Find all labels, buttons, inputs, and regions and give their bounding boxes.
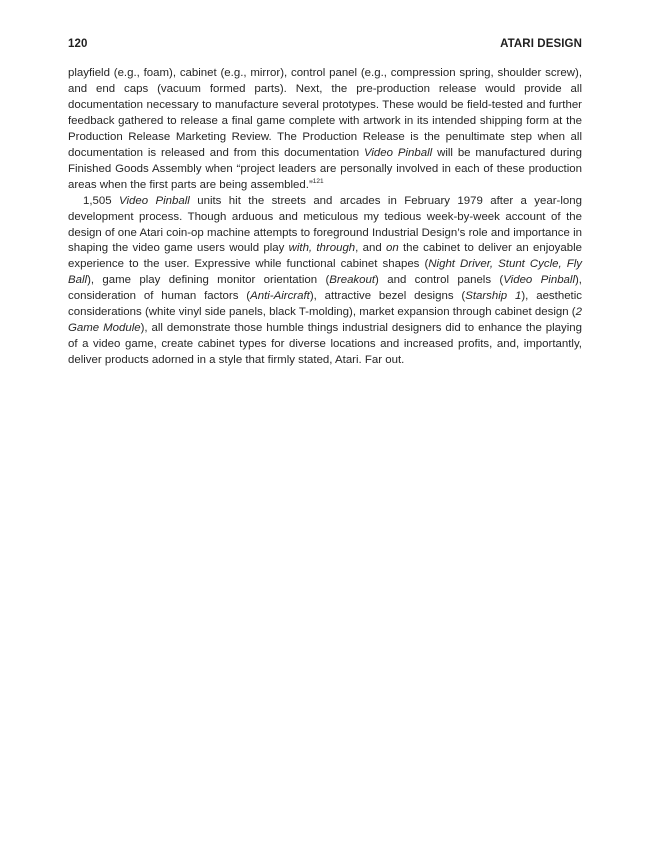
body-text [68, 66, 582, 369]
text-run: will be manufactured during Finished Goods Assembly when “project leaders are personally involved in each of these production areas when the first parts are being assembled.” [68, 146, 582, 191]
running-header [68, 36, 582, 52]
text-run: ), consideration of human factors ( [68, 274, 582, 303]
italic-title: Anti-Aircraft [250, 290, 310, 303]
text-run: ), game play defining monitor orientation ( [87, 274, 330, 287]
text-run: ), all demonstrate those humble things industrial designers did to enhance the playing of a video game, create cabinet types for diverse locations and increased profits, and, importantly, deliver products adorned in a style that firmly stated, Atari. Far out. [68, 322, 582, 367]
paragraph [68, 194, 582, 369]
footnote-marker: 121 [312, 177, 324, 185]
italic-title: Video Pinball [503, 274, 575, 287]
italic-title: Breakout [329, 274, 376, 287]
text-run: the cabinet to deliver an enjoyable experience to the user. Expressive while functional cabinet shapes ( [68, 242, 582, 271]
running-title: ATARI DESIGN [500, 38, 582, 50]
page-number: 120 [68, 38, 88, 50]
text-run: ), attractive bezel designs ( [309, 290, 466, 303]
italic-title: Night Driver, Stunt Cycle, Fly Ball [68, 258, 582, 287]
italic-title: Video Pinball [363, 146, 433, 159]
italic-title: on [385, 242, 399, 255]
italic-title: with, through [288, 242, 356, 255]
text-run: 1,505 [83, 194, 120, 207]
text-run: ), aesthetic considerations (white vinyl side panels, black T-molding), market expansion through cabinet design ( [68, 290, 582, 319]
text-run: playfield (e.g., foam), cabinet (e.g., mirror), control panel (e.g., compression spring, shoulder screw), and end caps (vacuum formed parts). Next, the pre-production release would provide all documentation necessary to manufacture several prototypes. These would be field-tested and further feedback gathered to release a final game complete with artwork in its intended shipping form at the Production Release Marketing Review. The Production Release is the penultimate step when all documentation is released and from this documentation [68, 67, 582, 159]
text-run: ) and control panels ( [375, 274, 504, 287]
text-run: units hit the streets and arcades in February 1979 after a year-long development process. Though arduous and meticulous my tedious week-by-week account of the design of one Atari coin-op machine attempts to foreground Industrial Design’s role and importance in shaping the video game users would play [68, 194, 582, 255]
italic-title: Starship 1 [465, 290, 522, 303]
paragraph [68, 66, 582, 194]
text-run: , and [355, 242, 386, 255]
italic-title: Video Pinball [119, 194, 190, 207]
italic-title: 2 Game Module [68, 306, 582, 335]
